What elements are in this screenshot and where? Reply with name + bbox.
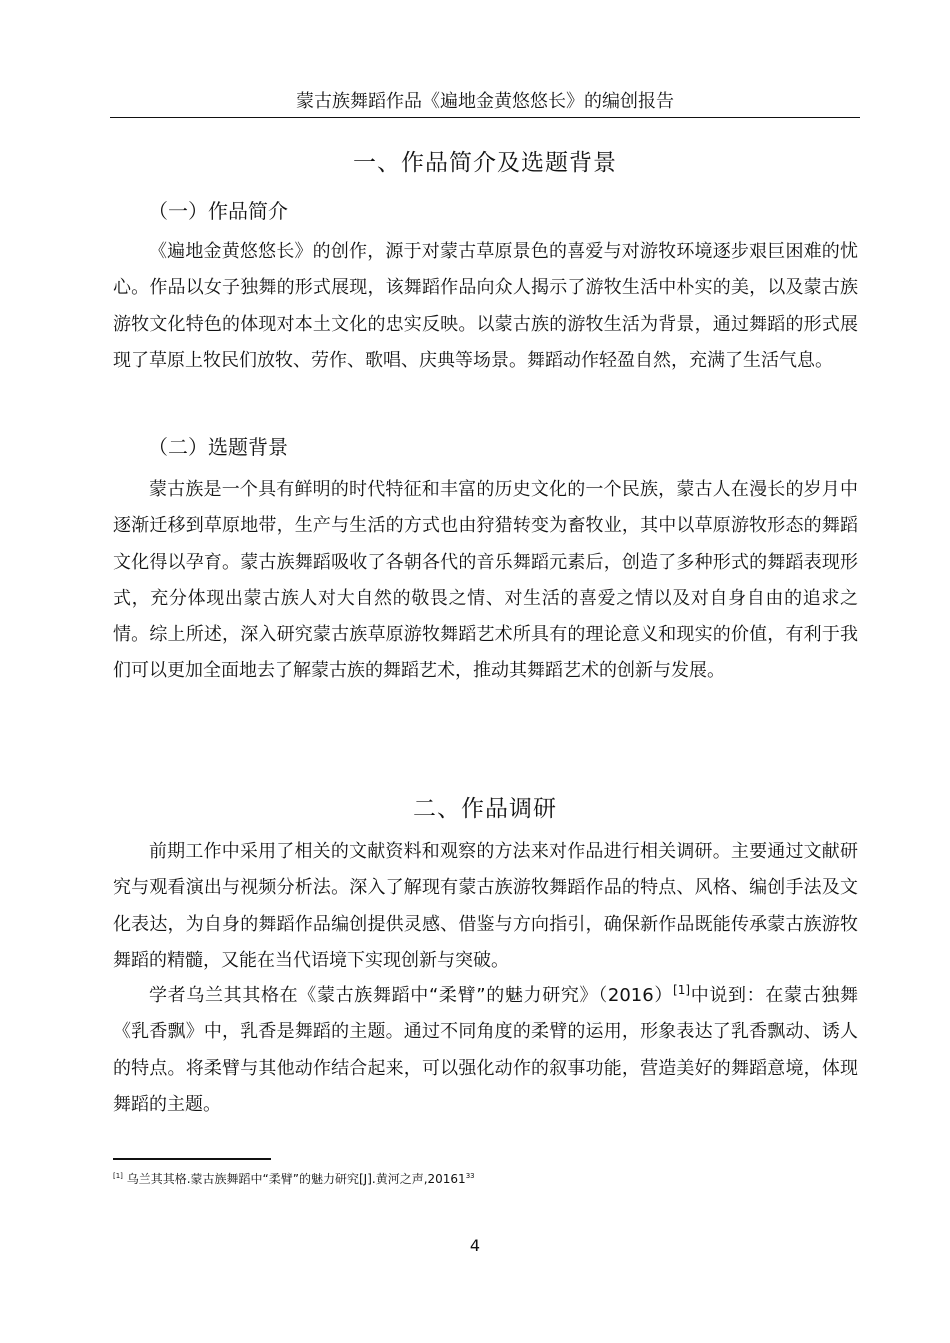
footnote-text: 乌兰其其格.蒙古族舞蹈中“柔臂”的魅力研究[J].黄河之声,20161	[122, 1172, 466, 1186]
paragraph-intro: 《遍地金黄悠悠长》的创作，源于对蒙古草原景色的喜爱与对游牧环境逐步艰巨困难的忧心。作品以女子独舞的形式展现，该舞蹈作品向众人揭示了游牧生活中朴实的美，以及蒙古族游牧文化特色的体现对本土文化的忠实反映。以蒙古族的游牧生活为背景，通过舞蹈的形式展现了草原上牧民们放牧、劳作、歌唱、庆典等场景。舞蹈动作轻盈自然，充满了生活气息。	[113, 241, 858, 371]
page-number: 4	[469, 1236, 481, 1255]
section-heading-research: 二、作品调研	[413, 796, 557, 822]
paragraph-scholar-citation	[113, 978, 858, 1123]
footnote-separator	[113, 1158, 271, 1160]
footnote-marker: [1]	[113, 1172, 123, 1180]
section-heading-intro: 一、作品简介及选题背景	[353, 150, 617, 176]
footnote	[113, 1170, 853, 1188]
subsection-heading-intro: （一）作品简介	[148, 199, 288, 223]
header-rule	[110, 117, 860, 118]
citation-text-after: 中说到：在蒙古独舞《乳香飘》中，乳香是舞蹈的主题。通过不同角度的柔臂的运用，形象表达了乳香飘动、诱人的特点。将柔臂与其他动作结合起来，可以强化动作的叙事功能，营造美好的舞蹈意境，体现舞蹈的主题。	[113, 985, 858, 1115]
paragraph-research-method: 前期工作中采用了相关的文献资料和观察的方法来对作品进行相关调研。主要通过文献研究与观看演出与视频分析法。深入了解现有蒙古族游牧舞蹈作品的特点、风格、编创手法及文化表达，为自身的舞蹈作品编创提供灵感、借鉴与方向指引，确保新作品既能传承蒙古族游牧舞蹈的精髓，又能在当代语境下实现创新与突破。	[113, 841, 858, 971]
citation-text-before: 学者乌兰其其格在《蒙古族舞蹈中“柔臂”的魅力研究》（2016）	[149, 985, 674, 1006]
footnote-page-ref: 33	[465, 1172, 475, 1180]
running-header: 蒙古族舞蹈作品《遍地金黄悠悠长》的编创报告	[296, 91, 674, 112]
paragraph-background: 蒙古族是一个具有鲜明的时代特征和丰富的历史文化的一个民族，蒙古人在漫长的岁月中逐渐迁移到草原地带，生产与生活的方式也由狩猎转变为畜牧业，其中以草原游牧形态的舞蹈文化得以孕育。蒙古族舞蹈吸收了各朝各代的音乐舞蹈元素后，创造了多种形式的舞蹈表现形式，充分体现出蒙古族人对大自然的敬畏之情、对生活的喜爱之情以及对自身自由的追求之情。综上所述，深入研究蒙古族草原游牧舞蹈艺术所具有的理论意义和现实的价值，有利于我们可以更加全面地去了解蒙古族的舞蹈艺术，推动其舞蹈艺术的创新与发展。	[113, 479, 858, 682]
citation-marker[interactable]: [1]	[673, 983, 691, 997]
subsection-heading-background: （二）选题背景	[148, 435, 288, 459]
